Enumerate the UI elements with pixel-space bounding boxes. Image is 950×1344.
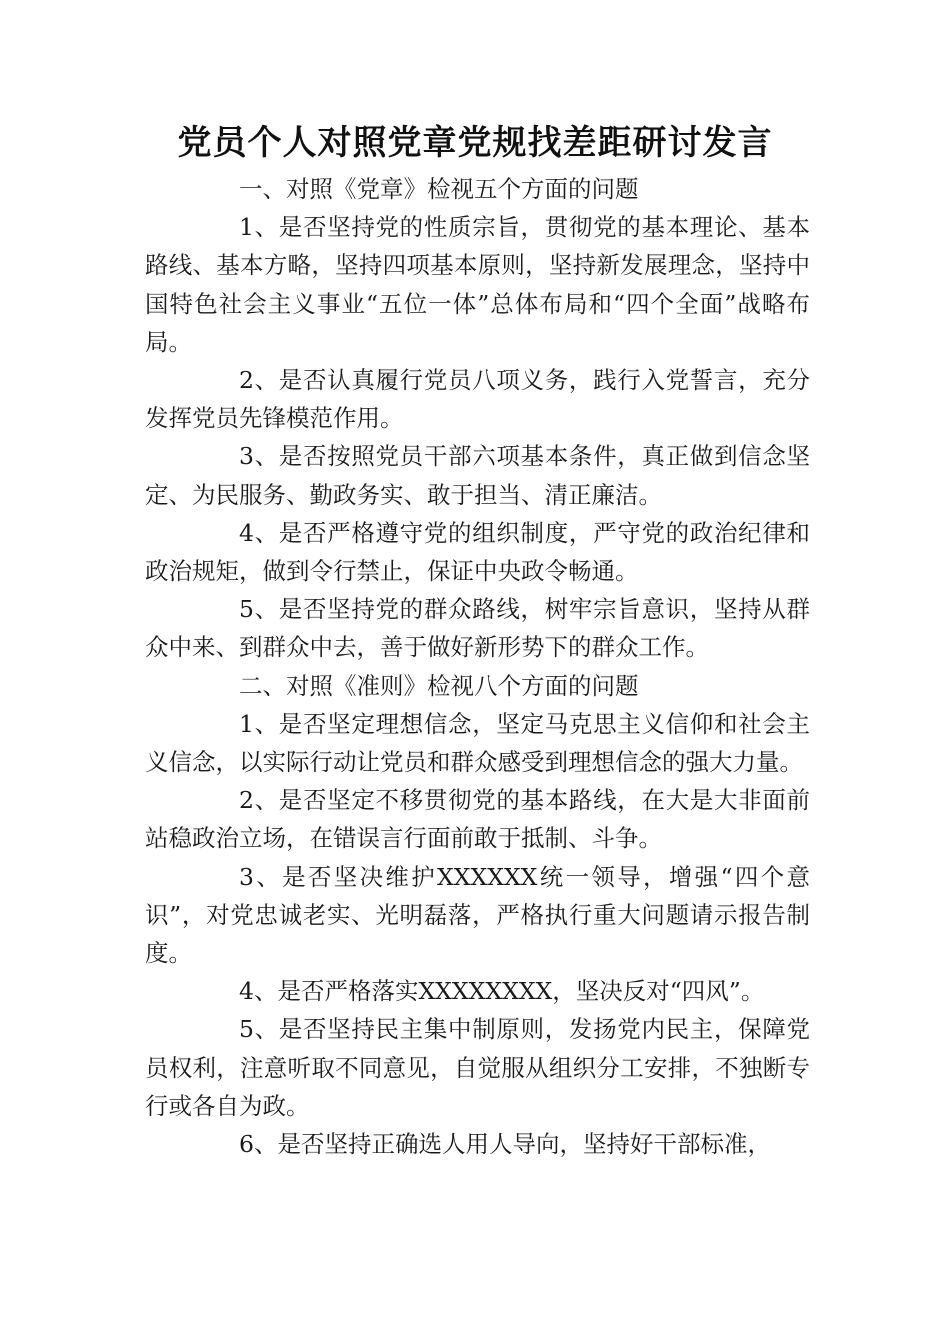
paragraph: 2、是否认真履行党员八项义务，践行入党誓言，充分发挥党员先锋模范作用。 [145,366,810,433]
section-heading-2: 二、对照《准则》检视八个方面的问题 [239,671,639,700]
section-heading-1: 一、对照《党章》检视五个方面的问题 [239,175,639,203]
paragraph: 4、是否严格落实XXXXXXXX，坚决反对“四风”。 [239,977,765,1006]
paragraph: 1、是否坚持党的性质宗旨，贯彻党的基本理论、基本路线、基本方略，坚持四项基本原则，坚持新发展理念，坚持中国特色社会主义事业“五位一体”总体布局和“四个全面”战略布局。 [145,213,810,356]
paragraph: 2、是否坚定不移贯彻党的基本路线，在大是大非面前站稳政治立场，在错误言行面前敢于抵制、斗争。 [145,786,810,853]
document-body [145,170,810,1163]
paragraph: 5、是否坚持党的群众路线，树牢宗旨意识，坚持从群众中来、到群众中去，善于做好新形势下的群众工作。 [145,595,810,662]
paragraph: 3、是否按照党员干部六项基本条件，真正做到信念坚定、为民服务、勤政务实、敢于担当、清正廉洁。 [145,442,810,509]
document-title: 党员个人对照党章党规找差距研讨发言 [177,123,773,163]
paragraph: 4、是否严格遵守党的组织制度，严守党的政治纪律和政治规矩，做到令行禁止，保证中央政令畅通。 [145,518,810,586]
paragraph: 5、是否坚持民主集中制原则，发扬党内民主，保障党员权利，注意听取不同意见，自觉服从组织分工安排，不独断专行或各自为政。 [145,1015,810,1120]
paragraph: 3、是否坚决维护XXXXXX统一领导，增强“四个意识”，对党忠诚老实、光明磊落，严格执行重大问题请示报告制度。 [145,862,810,968]
paragraph: 6、是否坚持正确选人用人导向，坚持好干部标准， [239,1130,771,1159]
paragraph: 1、是否坚定理想信念，坚定马克思主义信仰和社会主义信念，以实际行动让党员和群众感受到理想信念的强大力量。 [145,709,810,777]
